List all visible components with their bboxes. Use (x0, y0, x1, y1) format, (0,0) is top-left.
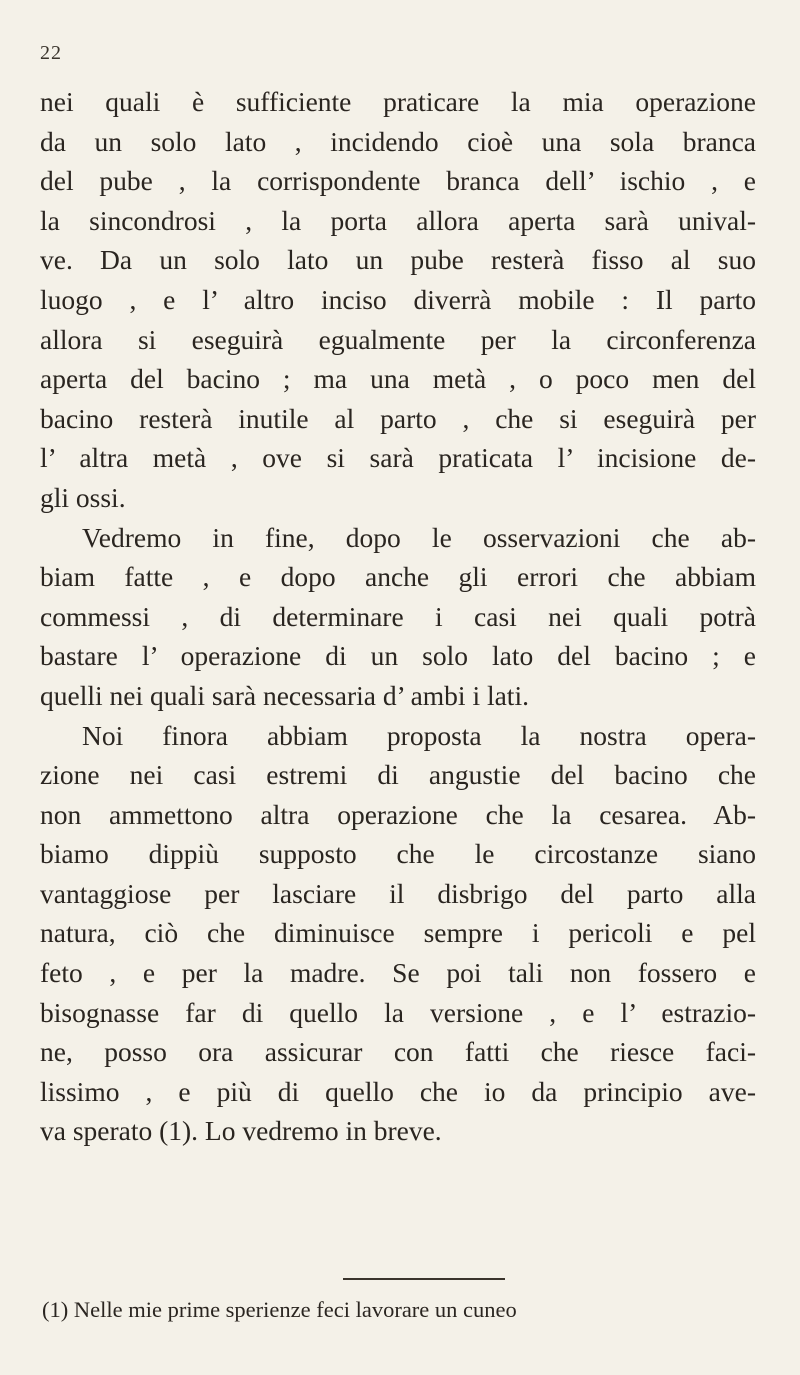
text-line: luogo , e l’ altro inciso diverrà mobile : Il parto (40, 283, 756, 315)
text-line: biamo dippiù supposto che le circostanze siano (40, 838, 756, 870)
text-line: commessi , di determinare i casi nei quali potrà (40, 600, 756, 632)
text-line: ve. Da un solo lato un pube resterà fisso al suo (40, 244, 756, 276)
text-line: nei quali è sufficiente praticare la mia operazione (40, 86, 756, 117)
text-line: l’ altra metà , ove si sarà praticata l’ incisione de- (40, 442, 756, 474)
text-line: bacino resterà inutile al parto , che si eseguirà per (40, 402, 756, 434)
footnote: (1) Nelle mie prime sperienze feci lavorare un cuneo (42, 1297, 517, 1322)
text-line: bastare l’ operazione di un solo lato del bacino ; e (40, 640, 756, 672)
paragraph-start-line: Noi finora abbiam proposta la nostra opera- (82, 719, 756, 751)
text-line: lissimo , e più di quello che io da principio ave- (40, 1075, 756, 1107)
text-line: va sperato (1). Lo vedremo in breve. (40, 1115, 442, 1147)
text-line: ne, posso ora assicurar con fatti che riesce faci- (40, 1036, 756, 1068)
text-line: natura, ciò che diminuisce sempre i pericoli e pel (40, 917, 756, 949)
text-line: zione nei casi estremi di angustie del bacino che (40, 759, 756, 791)
text-line: quelli nei quali sarà necessaria d’ ambi i lati. (40, 679, 529, 711)
text-line: da un solo lato , incidendo cioè una sola branca (40, 125, 756, 157)
paragraph-start-line: Vedremo in fine, dopo le osservazioni che ab- (82, 521, 756, 553)
text-line: vantaggiose per lasciare il disbrigo del parto alla (40, 877, 756, 909)
text-line: allora si eseguirà egualmente per la circonferenza (40, 323, 756, 355)
main-text (40, 82, 756, 1151)
text-line: la sincondrosi , la porta allora aperta sarà unival- (40, 204, 756, 236)
text-line: aperta del bacino ; ma una metà , o poco men del (40, 363, 756, 395)
footnote-divider (343, 1278, 505, 1280)
page-number: 22 (40, 42, 62, 64)
text-line: non ammettono altra operazione che la cesarea. Ab- (40, 798, 756, 830)
text-line: feto , e per la madre. Se poi tali non fossero e (40, 957, 756, 989)
text-line: del pube , la corrispondente branca dell’ ischio , e (40, 165, 756, 197)
text-line: biam fatte , e dopo anche gli errori che abbiam (40, 561, 756, 593)
text-line: gli ossi. (40, 481, 126, 513)
text-line: bisognasse far di quello la versione , e l’ estrazio- (40, 996, 756, 1028)
